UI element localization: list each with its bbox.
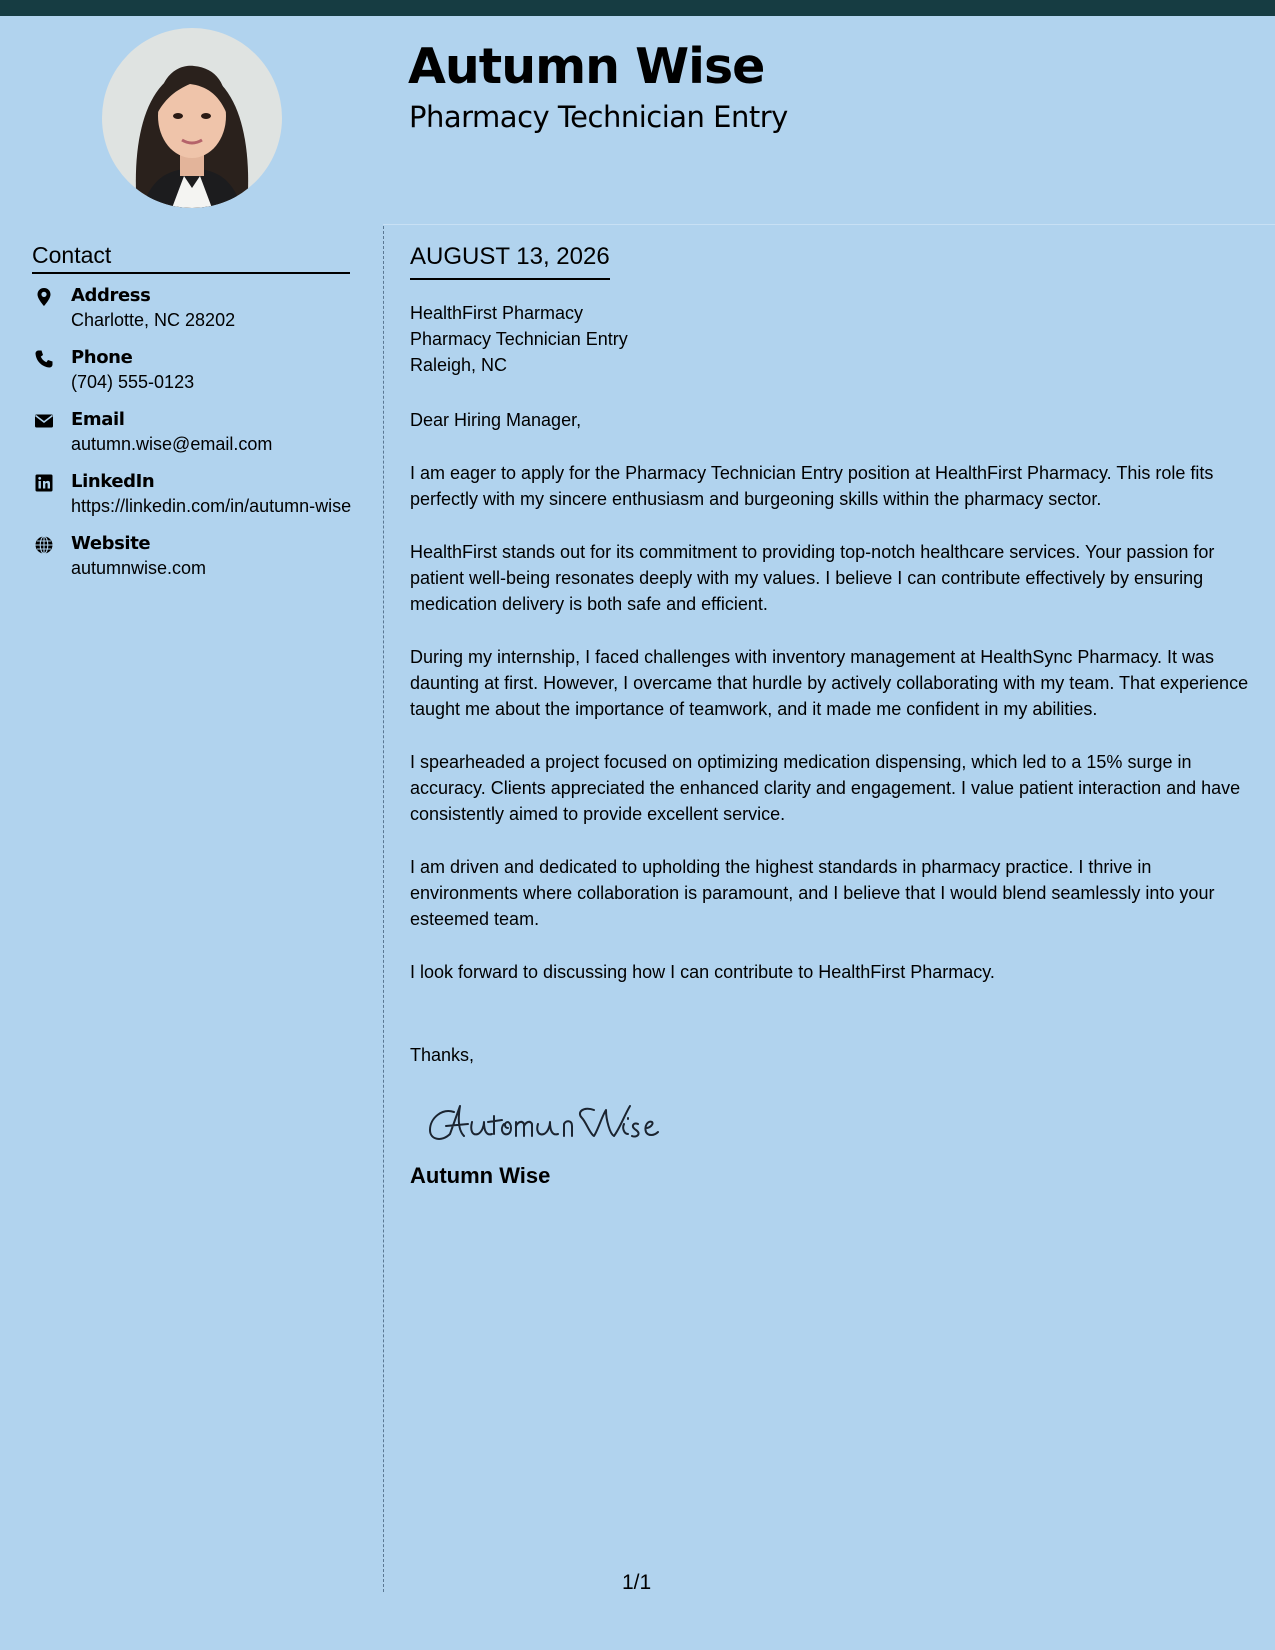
map-pin-icon — [34, 287, 54, 307]
recipient-company: HealthFirst Pharmacy — [410, 303, 584, 323]
contact-label: LinkedIn — [71, 471, 155, 492]
top-accent-bar — [0, 0, 1275, 16]
contact-heading: Contact — [32, 242, 350, 274]
letter-paragraph: I am eager to apply for the Pharmacy Technician Entry position at HealthFirst Pharmacy. This role fits perfectly with my sincere enthusiasm and burgeoning skills within the pharmacy sector. — [410, 463, 1214, 509]
phone-icon — [34, 349, 54, 369]
letter-date: AUGUST 13, 2026 — [410, 242, 610, 280]
contact-value: Charlotte, NC 28202 — [71, 310, 236, 330]
letter-paragraph: I am driven and dedicated to upholding the highest standards in pharmacy practice. I thrive in environments where collaboration is paramount, and I believe that I would blend seamlessly into your esteemed team. — [410, 857, 1215, 929]
contact-item-website — [32, 532, 352, 580]
candidate-job-title: Pharmacy Technician Entry — [409, 100, 788, 134]
profile-photo — [102, 28, 282, 208]
contact-link[interactable]: https://linkedin.com/in/autumn-wise — [71, 496, 352, 516]
recipient-position: Pharmacy Technician Entry — [410, 329, 628, 349]
contact-item-linkedin — [32, 470, 352, 518]
letter-paragraph: During my internship, I faced challenges with inventory management at HealthSync Pharmacy. It was daunting at first. However, I overcame that hurdle by actively collaborating with my team. That experience taught me about the importance of teamwork, and it made me confident in my abilities. — [410, 647, 1249, 719]
handwritten-signature — [424, 1094, 1255, 1152]
closing: Thanks, — [410, 1045, 475, 1065]
contact-label: Email — [71, 409, 125, 430]
contact-item-email — [32, 408, 352, 456]
signer-name: Autumn Wise — [410, 1163, 551, 1188]
recipient-location: Raleigh, NC — [410, 355, 508, 375]
candidate-name: Autumn Wise — [408, 38, 765, 95]
letter-paragraph: I look forward to discussing how I can contribute to HealthFirst Pharmacy. — [410, 962, 995, 982]
column-divider — [383, 226, 384, 1592]
contact-value: (704) 555-0123 — [71, 372, 195, 392]
salutation: Dear Hiring Manager, — [410, 410, 582, 430]
contact-item-phone — [32, 346, 352, 394]
envelope-icon — [34, 411, 54, 431]
recipient-block — [410, 300, 1255, 378]
contact-label: Website — [71, 533, 151, 554]
contact-label: Phone — [71, 347, 133, 368]
contact-item-address — [32, 284, 352, 332]
linkedin-icon — [34, 473, 54, 493]
contact-list — [32, 284, 352, 594]
letter-body — [410, 242, 1255, 1190]
letter-paragraph: I spearheaded a project focused on optimizing medication dispensing, which led to a 15% surge in accuracy. Clients appreciated the enhanced clarity and engagement. I value patient interaction and have consistently aimed to provide excellent service. — [410, 752, 1241, 824]
letter-paragraph: HealthFirst stands out for its commitment to providing top-notch healthcare services. Your passion for patient well-being resonates deeply with my values. I believe I can contribute effectively by ensuring medication delivery is both safe and efficient. — [410, 542, 1215, 614]
page-number: 1/1 — [622, 1571, 652, 1594]
contact-link[interactable]: autumnwise.com — [71, 558, 207, 578]
contact-link[interactable]: autumn.wise@email.com — [71, 434, 273, 454]
header-divider — [383, 224, 1275, 225]
contact-label: Address — [71, 285, 151, 306]
globe-icon — [34, 535, 54, 555]
